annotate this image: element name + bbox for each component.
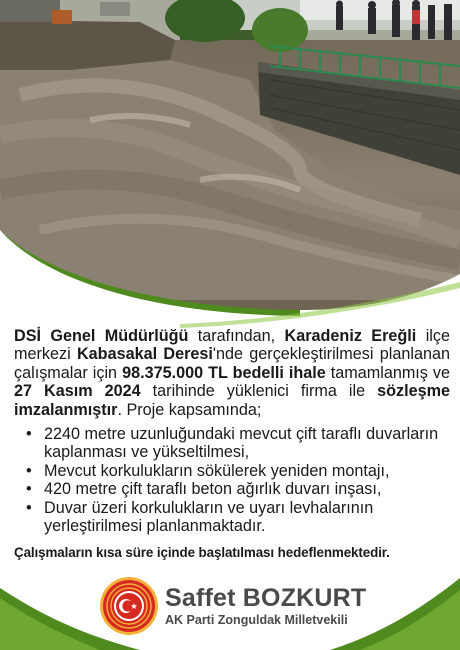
contract-status: sözleşme imzalanmıştır (14, 382, 450, 419)
intro-paragraph (14, 327, 450, 419)
district-name: Karadeniz Ereğli (284, 327, 417, 345)
list-item: • Mevcut korkulukların sökülerek yeniden montajı, (44, 462, 450, 480)
project-scope-list (14, 425, 450, 535)
top-wave-decoration (0, 230, 460, 330)
signatory-title: AK Parti Zonguldak Milletvekili (165, 613, 348, 627)
creek-name: Kabasakal Deresi (76, 345, 213, 364)
intro-text: 'nde gerçekleştirilmesi planlanan çalışmalar için (14, 345, 450, 382)
intro-text: . Proje kapsamında; (117, 400, 262, 419)
intro-text: tamamlanmış ve (325, 363, 451, 382)
list-item: • Duvar üzeri korkulukların ve uyarı levhalarının yerleştirilmesi planlanmaktadır. (44, 499, 450, 536)
institution-name: DSİ Genel Müdürlüğü (14, 327, 189, 345)
article-body (14, 327, 450, 561)
tender-amount: 98.375.000 TL bedelli ihale (122, 363, 326, 382)
intro-text: tarafından, (188, 327, 285, 345)
closing-statement: Çalışmaların kısa süre içinde başlatılması hedeflenmektedir. (14, 545, 390, 561)
contract-date: 27 Kasım 2024 (14, 382, 141, 401)
intro-text: tarihinde yüklenici firma ile (140, 382, 378, 401)
list-item: • 2240 metre uzunluğundaki mevcut çift taraflı duvarların kaplanması ve yükseltilmesi, (44, 425, 450, 462)
signatory-name: Saffet BOZKURT (165, 584, 367, 612)
intro-text: ilçe merkezi (14, 327, 450, 364)
signature-block (165, 585, 366, 628)
parliament-emblem-icon (99, 576, 159, 636)
list-item: • 420 metre çift taraflı beton ağırlık duvarı inşası, (44, 480, 450, 498)
